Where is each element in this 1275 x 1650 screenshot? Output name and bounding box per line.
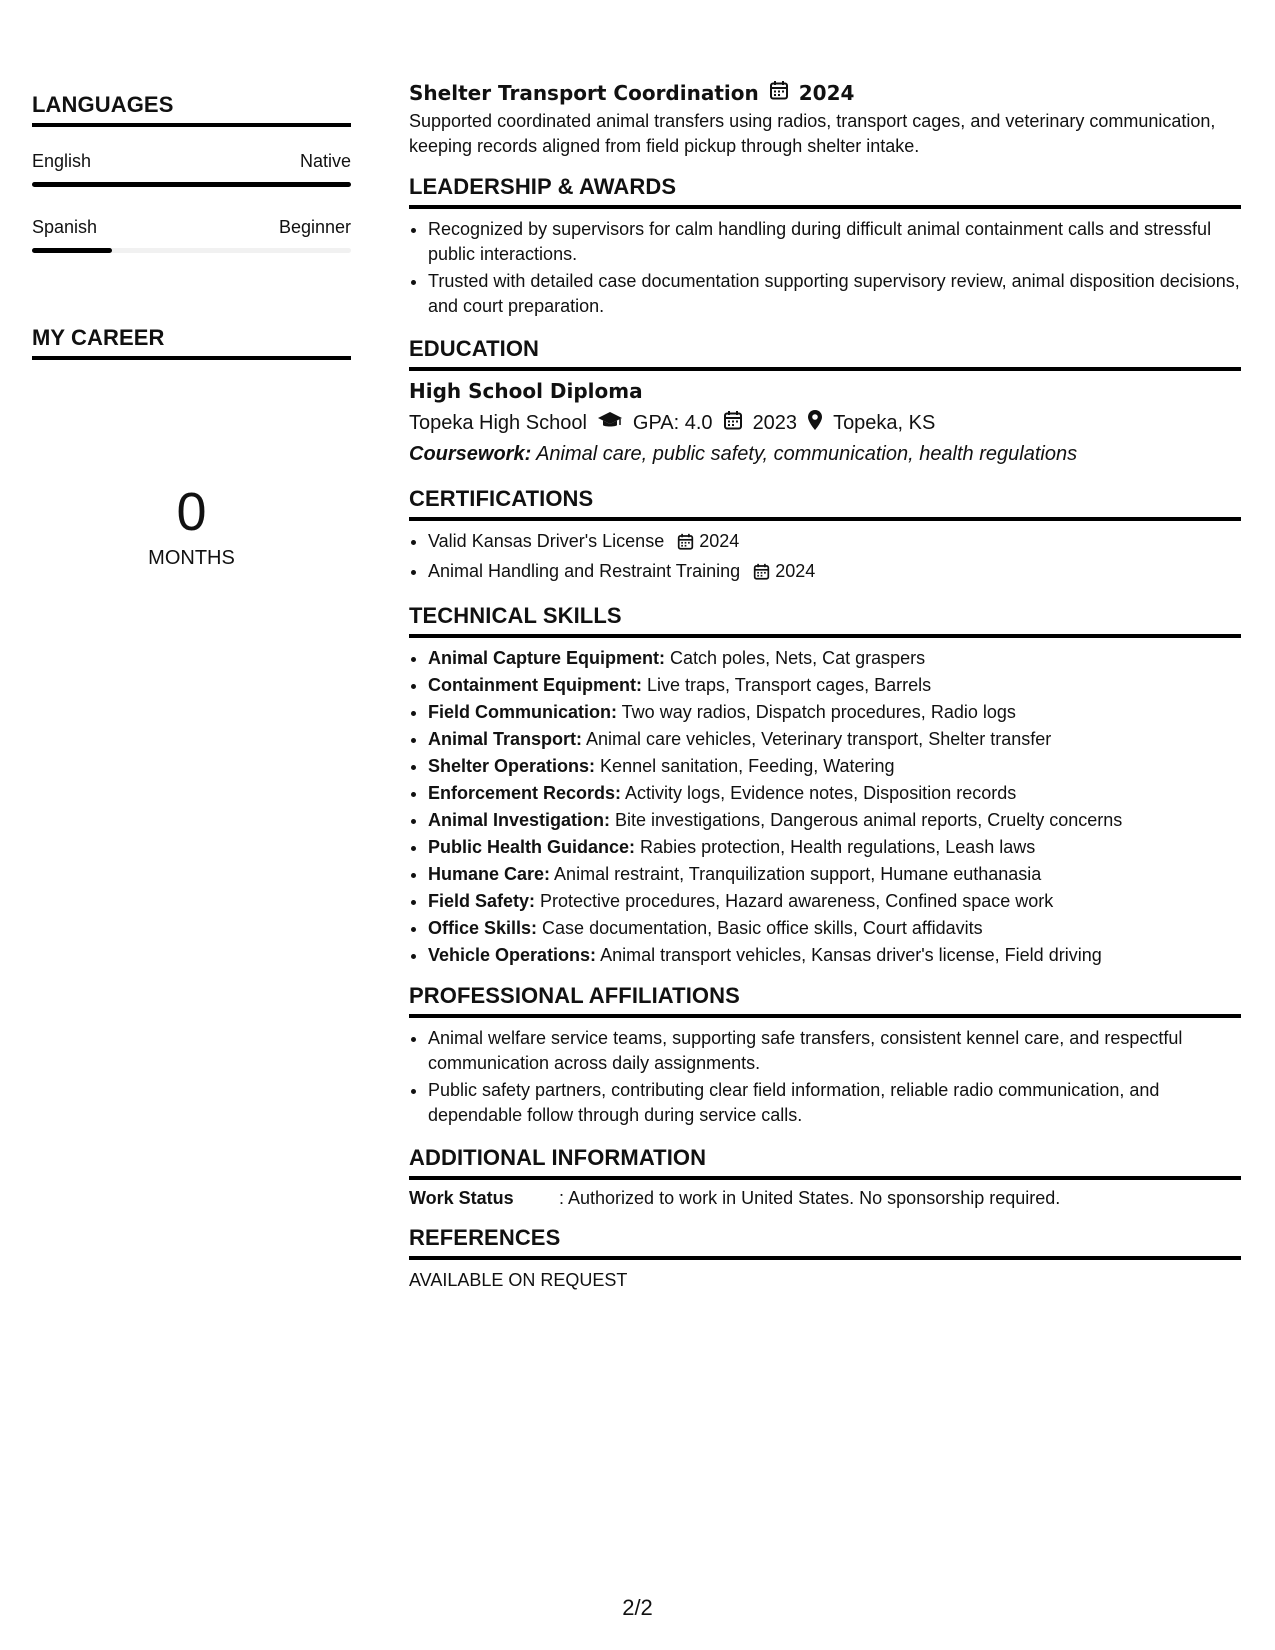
school-name: Topeka High School <box>409 411 587 434</box>
list-item: • Public safety partners, contributing clear field information, reliable radio communication, and dependable follow through during service calls. <box>428 1078 1241 1128</box>
list-item <box>428 645 1241 671</box>
career-heading: MY CAREER <box>32 325 351 360</box>
skill-label: Containment Equipment: <box>428 675 642 695</box>
language-proficiency-fill <box>32 182 351 187</box>
references-heading: REFERENCES <box>409 1225 1241 1260</box>
calendar-icon <box>753 561 770 587</box>
list-item <box>428 888 1241 914</box>
skill-label: Shelter Operations: <box>428 756 596 776</box>
list-item <box>428 942 1241 968</box>
skill-label: Animal Capture Equipment: <box>428 648 666 668</box>
project-year: 2024 <box>798 80 855 105</box>
list-item <box>428 699 1241 725</box>
list-item: • Recognized by supervisors for calm handling during difficult animal containment calls and stressful public interactions. <box>428 217 1241 267</box>
skill-label: Vehicle Operations: <box>428 945 597 965</box>
coursework-value: Animal care, public safety, communication, health regulations <box>531 443 1078 465</box>
career-unit: MONTHS <box>148 547 235 569</box>
list-item <box>428 861 1241 887</box>
list-item <box>428 780 1241 806</box>
skill-label: Field Communication: <box>428 702 617 722</box>
graduation-year: 2023 <box>752 411 798 434</box>
project-entry <box>409 80 1241 159</box>
language-proficiency-bar <box>32 248 351 253</box>
skill-value: Animal restraint, Tranquilization support, Humane euthanasia <box>550 864 1042 884</box>
additional-heading: ADDITIONAL INFORMATION <box>409 1145 1241 1180</box>
language-level: Native <box>299 151 351 171</box>
coursework-label: Coursework: <box>409 443 532 465</box>
career-value: 0 <box>176 482 207 542</box>
gpa: GPA: 4.0 <box>632 411 713 434</box>
skill-label: Humane Care: <box>428 864 551 884</box>
skill-value: Bite investigations, Dangerous animal reports, Cruelty concerns <box>610 810 1123 830</box>
skill-label: Office Skills: <box>428 918 538 938</box>
skill-value: Two way radios, Dispatch procedures, Radio logs <box>617 702 1016 722</box>
skill-value: Rabies protection, Health regulations, Leash laws <box>635 837 1036 857</box>
certification-year: 2024 <box>699 531 740 551</box>
skill-value: Catch poles, Nets, Cat graspers <box>665 648 926 668</box>
certification-name: Animal Handling and Restraint Training <box>428 561 741 581</box>
coursework <box>409 443 1241 466</box>
references-text: AVAILABLE ON REQUEST <box>409 1270 628 1290</box>
skill-value: Case documentation, Basic office skills, Court affidavits <box>537 918 983 938</box>
list-item <box>428 672 1241 698</box>
leadership-heading: LEADERSHIP & AWARDS <box>409 174 1241 209</box>
skills-heading: TECHNICAL SKILLS <box>409 603 1241 638</box>
language-name: Spanish <box>32 217 98 237</box>
sidebar <box>32 0 351 570</box>
skill-value: Animal transport vehicles, Kansas driver's license, Field driving <box>596 945 1102 965</box>
project-title: Shelter Transport Coordination <box>409 80 759 105</box>
main-column <box>409 0 1241 1293</box>
additional-section <box>409 1145 1241 1209</box>
skill-label: Animal Transport: <box>428 729 583 749</box>
skills-section <box>409 603 1241 968</box>
work-status-label: Work Status <box>409 1188 514 1208</box>
list-item <box>428 807 1241 833</box>
certifications-heading: CERTIFICATIONS <box>409 486 1241 521</box>
certification-name: Valid Kansas Driver's License <box>428 531 665 551</box>
list-item: • Animal welfare service teams, supporting safe transfers, consistent kennel care, and respectful communication across daily assignments. <box>428 1026 1241 1076</box>
certification-year: 2024 <box>775 561 816 581</box>
education-heading: EDUCATION <box>409 336 1241 371</box>
skill-value: Live traps, Transport cages, Barrels <box>642 675 932 695</box>
list-item <box>428 558 1241 587</box>
list-item <box>428 753 1241 779</box>
affiliations-heading: PROFESSIONAL AFFILIATIONS <box>409 983 1241 1018</box>
skill-value: Activity logs, Evidence notes, Disposition records <box>621 783 1017 803</box>
graduation-cap-icon <box>597 410 623 436</box>
school-location: Topeka, KS <box>833 411 936 434</box>
list-item <box>428 834 1241 860</box>
leadership-section <box>409 174 1241 319</box>
calendar-icon <box>723 410 743 436</box>
education-section <box>409 336 1241 466</box>
language-item <box>32 217 351 253</box>
skill-value: Kennel sanitation, Feeding, Watering <box>595 756 895 776</box>
skill-label: Field Safety: <box>428 891 536 911</box>
list-item <box>428 915 1241 941</box>
skill-value: Animal care vehicles, Veterinary transport, Shelter transfer <box>582 729 1052 749</box>
affiliations-section <box>409 983 1241 1128</box>
calendar-icon <box>769 80 789 105</box>
certifications-section <box>409 486 1241 587</box>
skill-label: Animal Investigation: <box>428 810 611 830</box>
language-name: English <box>32 151 92 171</box>
language-item <box>32 151 351 187</box>
languages-heading: LANGUAGES <box>32 92 351 127</box>
skill-label: Enforcement Records: <box>428 783 622 803</box>
list-item <box>428 528 1241 557</box>
work-status-value: : Authorized to work in United States. No sponsorship required. <box>559 1188 1061 1208</box>
language-proficiency-bar <box>32 182 351 187</box>
project-description: Supported coordinated animal transfers using radios, transport cages, and veterinary communication, keeping records aligned from field pickup through shelter intake. <box>409 111 1216 156</box>
list-item <box>428 726 1241 752</box>
language-level: Beginner <box>278 217 351 237</box>
list-item: • Trusted with detailed case documentation supporting supervisory review, animal disposition decisions, and court preparation. <box>428 269 1241 319</box>
location-pin-icon <box>807 409 823 437</box>
degree-title: High School Diploma <box>409 379 643 403</box>
references-section <box>409 1225 1241 1293</box>
page-number: 2/2 <box>622 1595 653 1620</box>
skill-label: Public Health Guidance: <box>428 837 636 857</box>
calendar-icon <box>677 531 694 557</box>
language-proficiency-fill <box>32 248 112 253</box>
skill-value: Protective procedures, Hazard awareness, Confined space work <box>535 891 1054 911</box>
